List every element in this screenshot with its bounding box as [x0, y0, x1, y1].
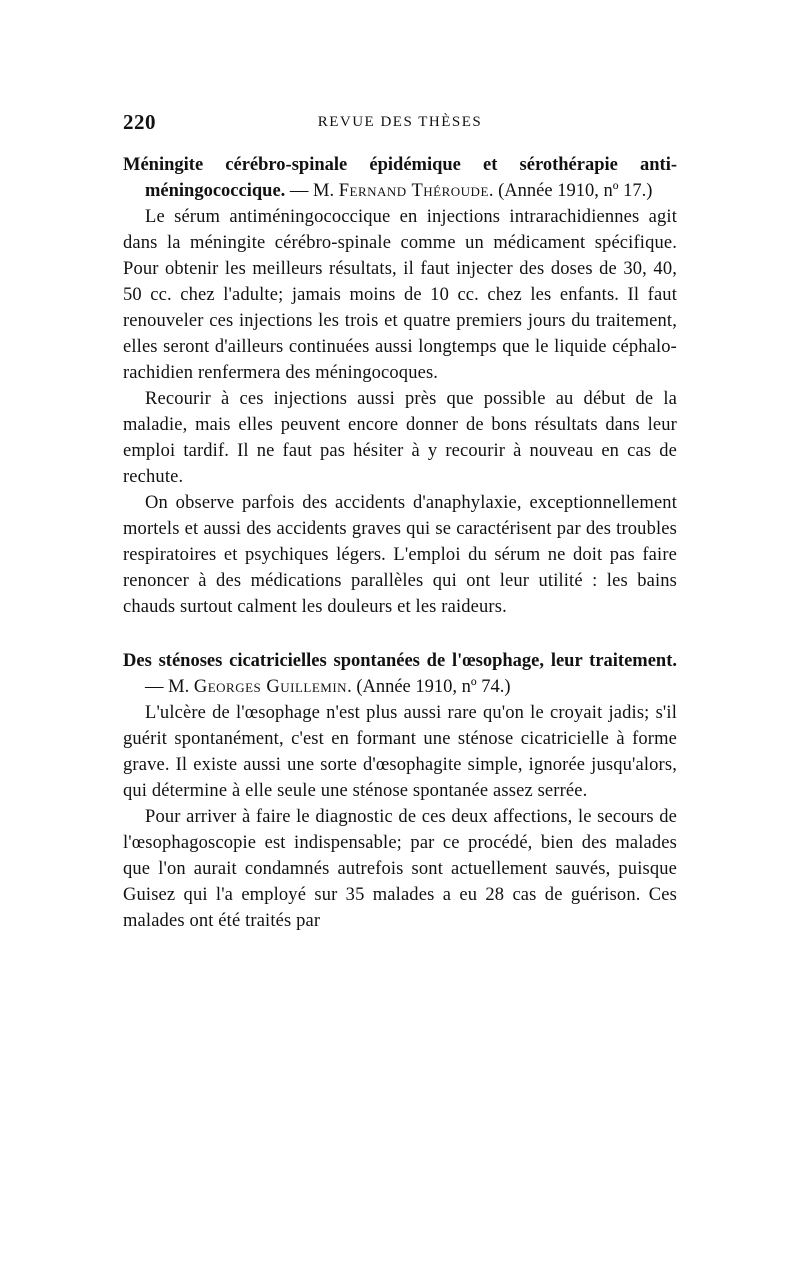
thesis-entry	[123, 152, 677, 620]
page-number: 220	[123, 110, 156, 134]
entry-citation: . (Année 1910, nº 17.)	[488, 181, 653, 201]
running-header	[123, 110, 677, 142]
entry-author: Georges Guillemin	[193, 677, 348, 697]
entry-citation: . (Année 1910, nº 74.)	[347, 677, 511, 697]
body-paragraph: L'ulcère de l'œsophage n'est plus aussi rare qu'on le croyait jadis; s'il guérit spontanément, c'est en formant une sténose cicatricielle à forme grave. Il existe aussi une sorte d'œsophagite simple, ignorée jusqu'alors, qui détermine à elle seule une sténose spontanée assez serrée.	[123, 703, 677, 801]
entry-title-text: Des sténoses cicatricielles spontanées de l'œsophage, leur traitement.	[123, 651, 677, 671]
body-paragraph: On observe parfois des accidents d'anaphylaxie, exceptionnellement mortels et aussi des accidents graves qui se caractérisent par des troubles respiratoires et psychiques légers. L'emploi du sérum ne doit pas faire renoncer à des médications parallèles qui ont leur utilité : les bains chauds surtout calment les douleurs et les raideurs.	[123, 493, 677, 617]
page	[123, 110, 677, 934]
entry-title	[123, 648, 677, 700]
thesis-entry	[123, 648, 677, 934]
body-paragraph: Le sérum antiméningococcique en injections intrarachidiennes agit dans la méningite cérébro-spinale comme un médicament spécifique. Pour obtenir les meilleurs résultats, il faut injecter des doses de 30, 40, 50 cc. chez l'adulte; jamais moins de 10 cc. chez les enfants. Il faut renouveler ces injections les trois et quatre premiers jours du traitement, elles seront d'ailleurs continuées aussi longtemps que le liquide céphalo-rachidien renfermera des méningocoques.	[123, 207, 677, 383]
running-title: REVUE DES THÈSES	[317, 114, 483, 130]
entry-title	[123, 152, 677, 204]
entry-author: Fernand Théroude	[338, 181, 489, 201]
entry-dash: — M.	[145, 677, 194, 697]
entry-title-text: Méningite cérébro-spinale épidémique et sérothérapie anti-méningococcique.	[123, 155, 677, 201]
body-paragraph: Recourir à ces injections aussi près que possible au début de la maladie, mais elles peuvent encore donner de bons résultats dans leur emploi tardif. Il ne faut pas hésiter à y recourir à nouveau en cas de rechute.	[123, 389, 677, 487]
body-paragraph: Pour arriver à faire le diagnostic de ces deux affections, le secours de l'œsophagoscopie est indispensable; par ce procédé, bien des malades que l'on aurait condamnés autrefois sont actuellement sauvés, puisque Guisez qui l'a employé sur 35 malades a eu 28 cas de guérison. Ces malades ont été traités par	[123, 807, 677, 931]
entry-dash: — M.	[285, 181, 339, 201]
